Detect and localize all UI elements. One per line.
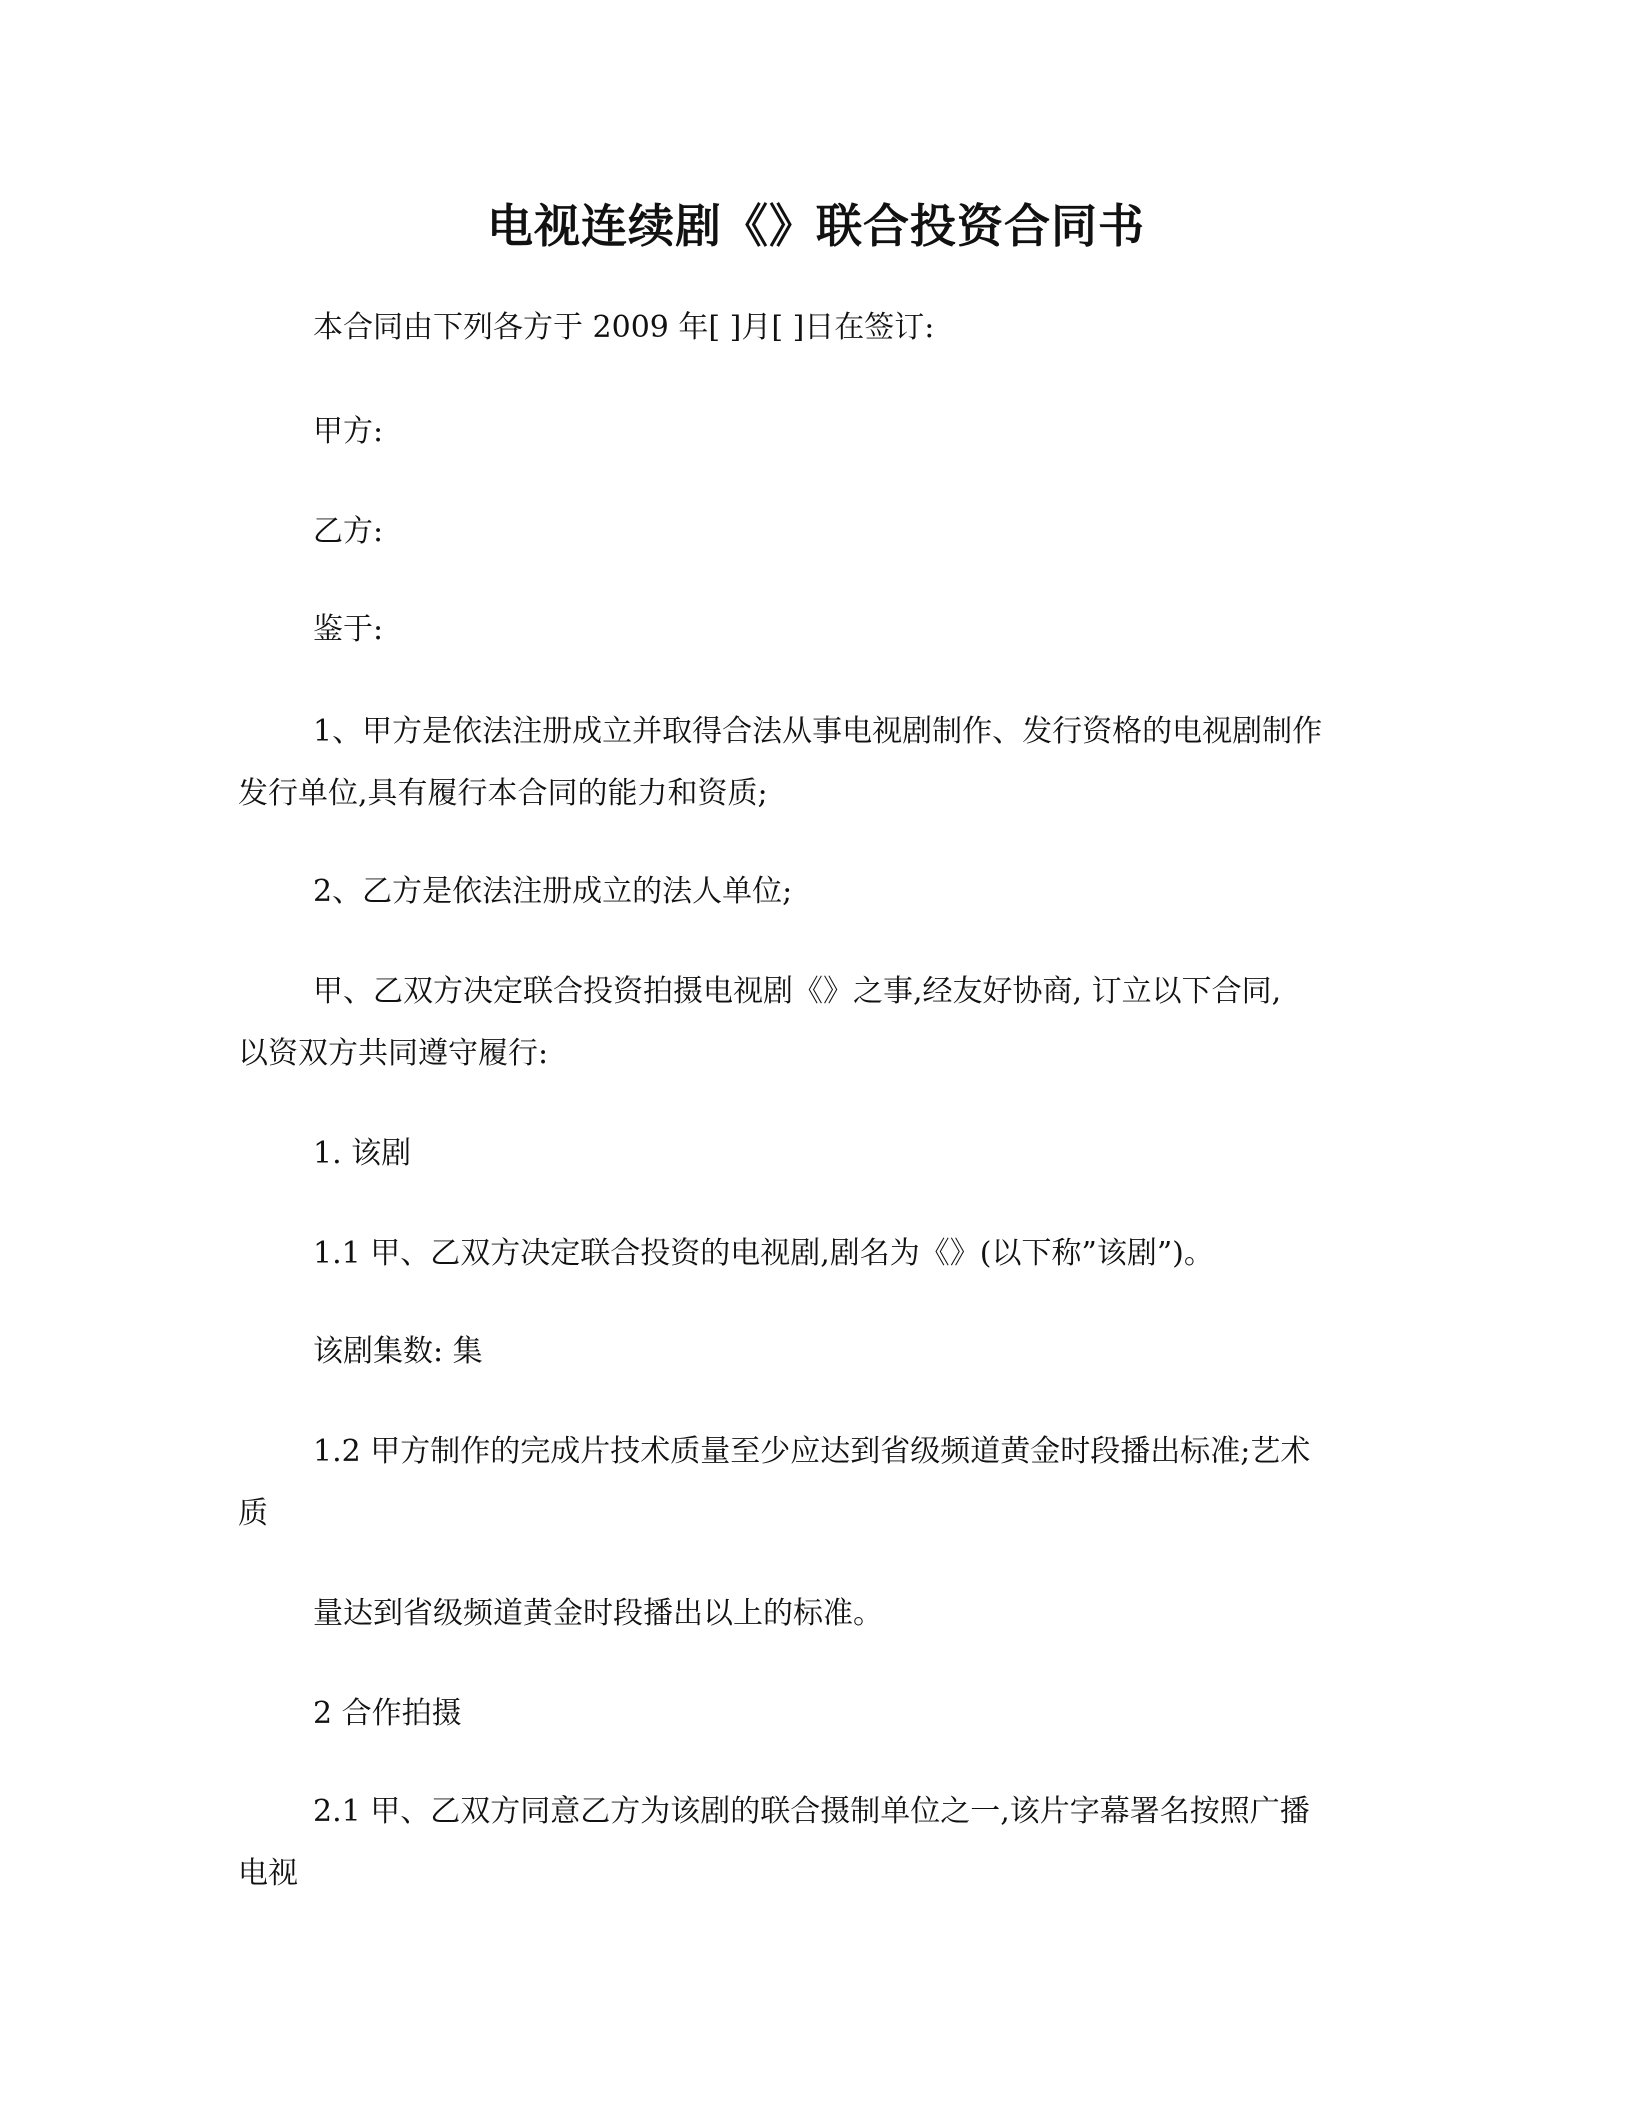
whereas-label: 鉴于: (313, 612, 384, 647)
clause-1-2-line-1: 1.2 甲方制作的完成片技术质量至少应达到省级频道黄金时段播出标准;艺术 (313, 1434, 1311, 1469)
intro-line: 本合同由下列各方于 2009 年[ ]月[ ]日在签订: (313, 310, 935, 345)
party-a-label: 甲方: (313, 414, 384, 449)
agreement-line-2: 以资双方共同遵守履行: (238, 1036, 549, 1071)
recital-1-line-1: 1、甲方是依法注册成立并取得合法从事电视剧制作、发行资格的电视剧制作 (313, 714, 1323, 749)
recital-2: 2、乙方是依法注册成立的法人单位; (313, 874, 793, 909)
agreement-line-1: 甲、乙双方决定联合投资拍摄电视剧《》之事,经友好协商, 订立以下合同, (313, 974, 1282, 1009)
recital-1-line-2: 发行单位,具有履行本合同的能力和资质; (238, 776, 768, 811)
clause-2-1-line-1: 2.1 甲、乙双方同意乙方为该剧的联合摄制单位之一,该片字幕署名按照广播 (313, 1794, 1310, 1829)
section-2-heading: 2 合作拍摄 (313, 1696, 462, 1731)
clause-1-2-line-2: 质 (238, 1496, 268, 1531)
clause-2-1-line-2: 电视 (238, 1856, 298, 1891)
section-1-heading: 1. 该剧 (313, 1136, 412, 1171)
clause-1-2-line-3: 量达到省级频道黄金时段播出以上的标准。 (313, 1596, 883, 1631)
party-b-label: 乙方: (313, 514, 384, 549)
clause-1-1: 1.1 甲、乙双方决定联合投资的电视剧,剧名为《》(以下称”该剧”)。 (313, 1236, 1214, 1271)
episodes-line: 该剧集数: 集 (313, 1334, 483, 1369)
document-title: 电视连续剧《》联合投资合同书 (487, 199, 1145, 253)
